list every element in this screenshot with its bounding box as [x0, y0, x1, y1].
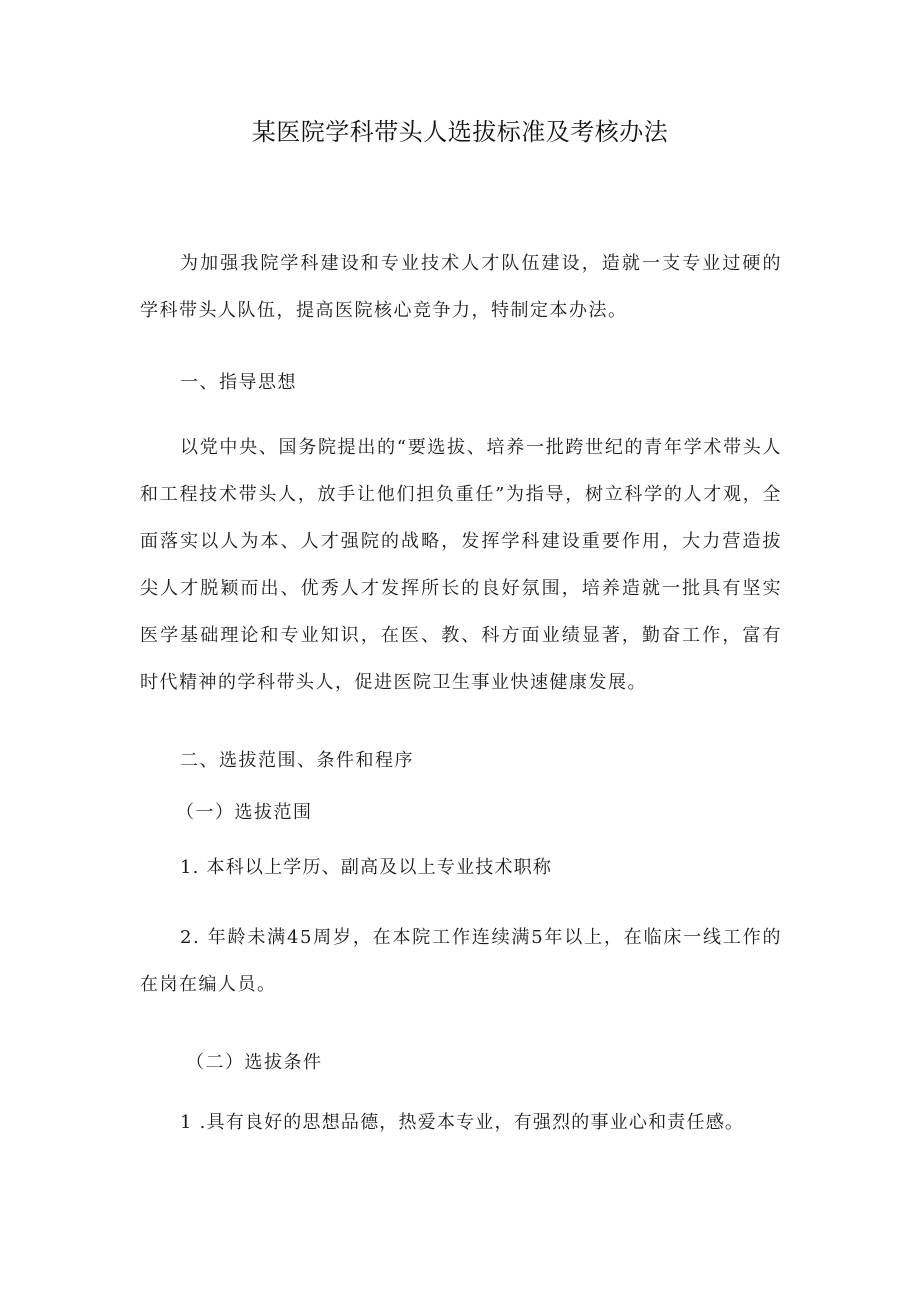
section-heading-guiding-ideology: 一、指导思想: [180, 372, 297, 393]
document-title: 某医院学科带头人选拔标准及考核办法: [251, 118, 669, 146]
scope-item-2: 2. 年龄未满45周岁，在本院工作连续满5年以上，在临床一线工作的在岗在编人员。: [140, 927, 782, 995]
intro-paragraph: 为加强我院学科建设和专业技术人才队伍建设，造就一支专业过硬的学科带头人队伍，提高医院核心竞争力，特制定本办法。: [140, 253, 782, 321]
conditions-item-1: 1 .具有良好的思想品德，热爱本专业，有强烈的事业心和责任感。: [180, 1112, 745, 1133]
subsection-heading-conditions: （二）选拔条件: [186, 1052, 323, 1073]
scope-item-1: 1. 本科以上学历、副高及以上专业技术职称: [180, 857, 553, 878]
section-heading-selection: 二、选拔范围、条件和程序: [180, 750, 414, 771]
subsection-heading-scope: （一）选拔范围: [176, 802, 313, 823]
guiding-ideology-paragraph: 以党中央、国务院提出的“要选拔、培养一批跨世纪的青年学术带头人和工程技术带头人，放手让他们担负重任”为指导，树立科学的人才观，全面落实以人为本、人才强院的战略，发挥学科建设重要作用，大力营造拔尖人才脱颖而出、优秀人才发挥所长的良好氛围，培养造就一批具有坚实医学基础理论和专业知识，在医、教、科方面业绩显著，勤奋工作，富有时代精神的学科带头人，促进医院卫生事业快速健康发展。: [140, 437, 782, 693]
